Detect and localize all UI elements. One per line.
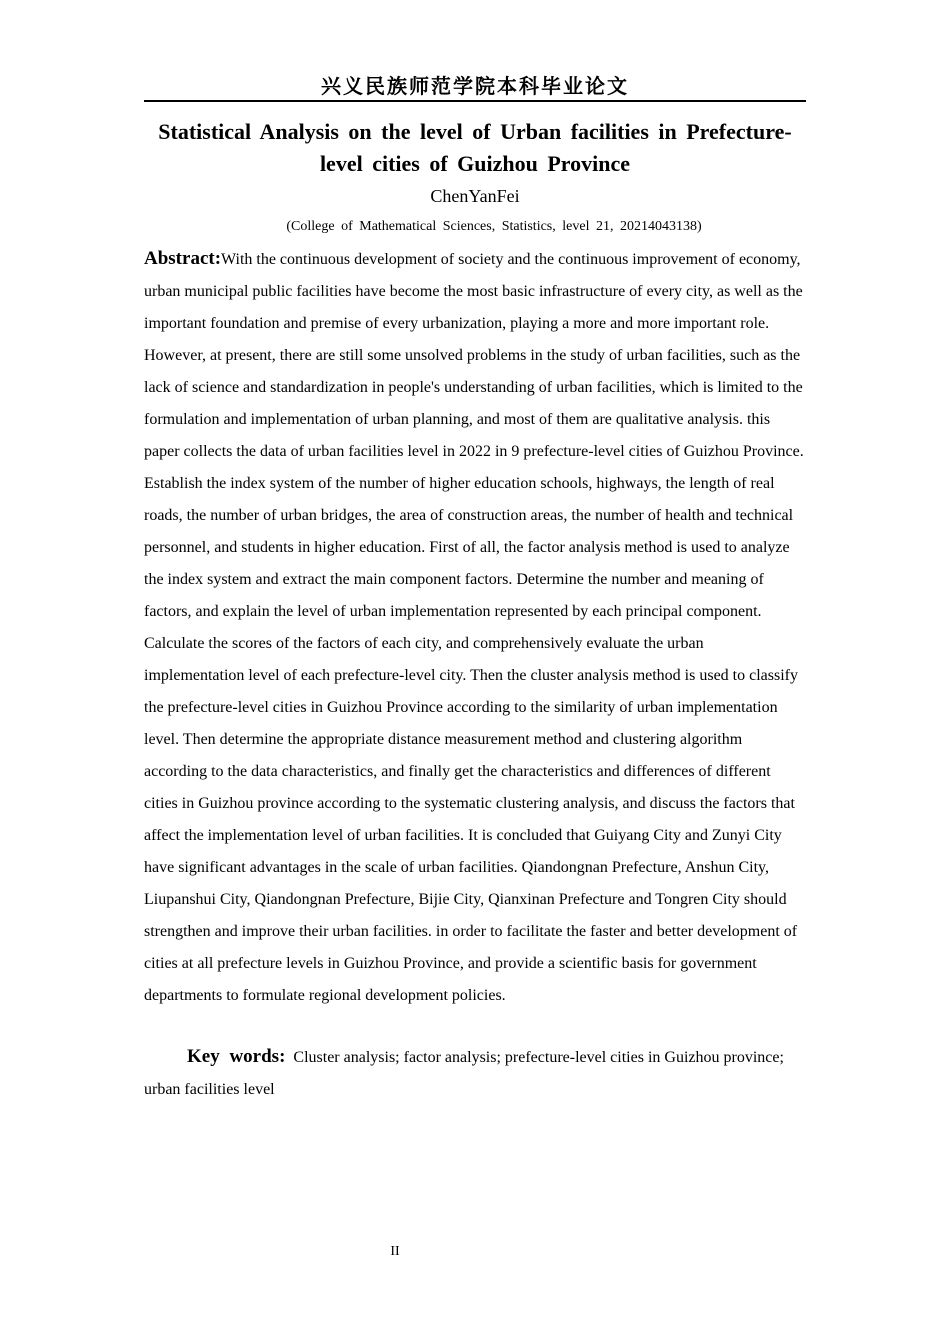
paper-affiliation: (College of Mathematical Sciences, Statistics, level 21, 20214043138) [286, 219, 702, 234]
abstract-label: Abstract: [144, 248, 222, 269]
keywords-section [144, 1041, 806, 1106]
paper-title: Statistical Analysis on the level of Urban facilities in Prefecture-level cities of Guizhou Province [158, 119, 792, 176]
abstract-section [144, 243, 806, 1012]
page-number: II [390, 1244, 400, 1259]
keywords-text: Cluster analysis; factor analysis; prefecture-level cities in Guizhou province; urban facilities level [144, 1049, 784, 1098]
header-rule [144, 100, 806, 102]
paper-author: ChenYanFei [430, 186, 520, 206]
keywords-label: Key words: [187, 1046, 286, 1067]
running-header: 兴义民族师范学院本科毕业论文 [321, 74, 629, 98]
abstract-text: With the continuous development of society and the continuous improvement of economy, urban municipal public facilities have become the most basic infrastructure of every city, as well as the important foundation and premise of every urbanization, playing a more and more important role. However, at present, there are still some unsolved problems in the study of urban facilities, such as the lack of science and standardization in people's understanding of urban facilities, which is limited to the formulation and implementation of urban planning, and most of them are qualitative analysis. this paper collects the data of urban facilities level in 2022 in 9 prefecture-level cities of Guizhou Province. Establish the index system of the number of higher education schools, highways, the length of real roads, the number of urban bridges, the area of construction areas, the number of health and technical personnel, and students in higher education. First of all, the factor analysis method is used to analyze the index system and extract the main component factors. Determine the number and meaning of factors, and explain the level of urban implementation represented by each principal component. Calculate the scores of the factors of each city, and comprehensively evaluate the urban implementation level of each prefecture-level city. Then the cluster analysis method is used to classify the prefecture-level cities in Guizhou Province according to the similarity of urban implementation level. Then determine the appropriate distance measurement method and clustering algorithm according to the data characteristics, and finally get the characteristics and differences of different cities in Guizhou province according to the systematic clustering analysis, and discuss the factors that affect the implementation level of urban facilities. It is concluded that Guiyang City and Zunyi City have significant advantages in the scale of urban facilities. Qiandongnan Prefecture, Anshun City, Liupanshui City, Qiandongnan Prefecture, Bijie City, Qianxinan Prefecture and Tongren City should strengthen and improve their urban facilities. in order to facilitate the faster and better development of cities at all prefecture levels in Guizhou Province, and provide a scientific basis for government departments to formulate regional development policies. [144, 251, 804, 1004]
